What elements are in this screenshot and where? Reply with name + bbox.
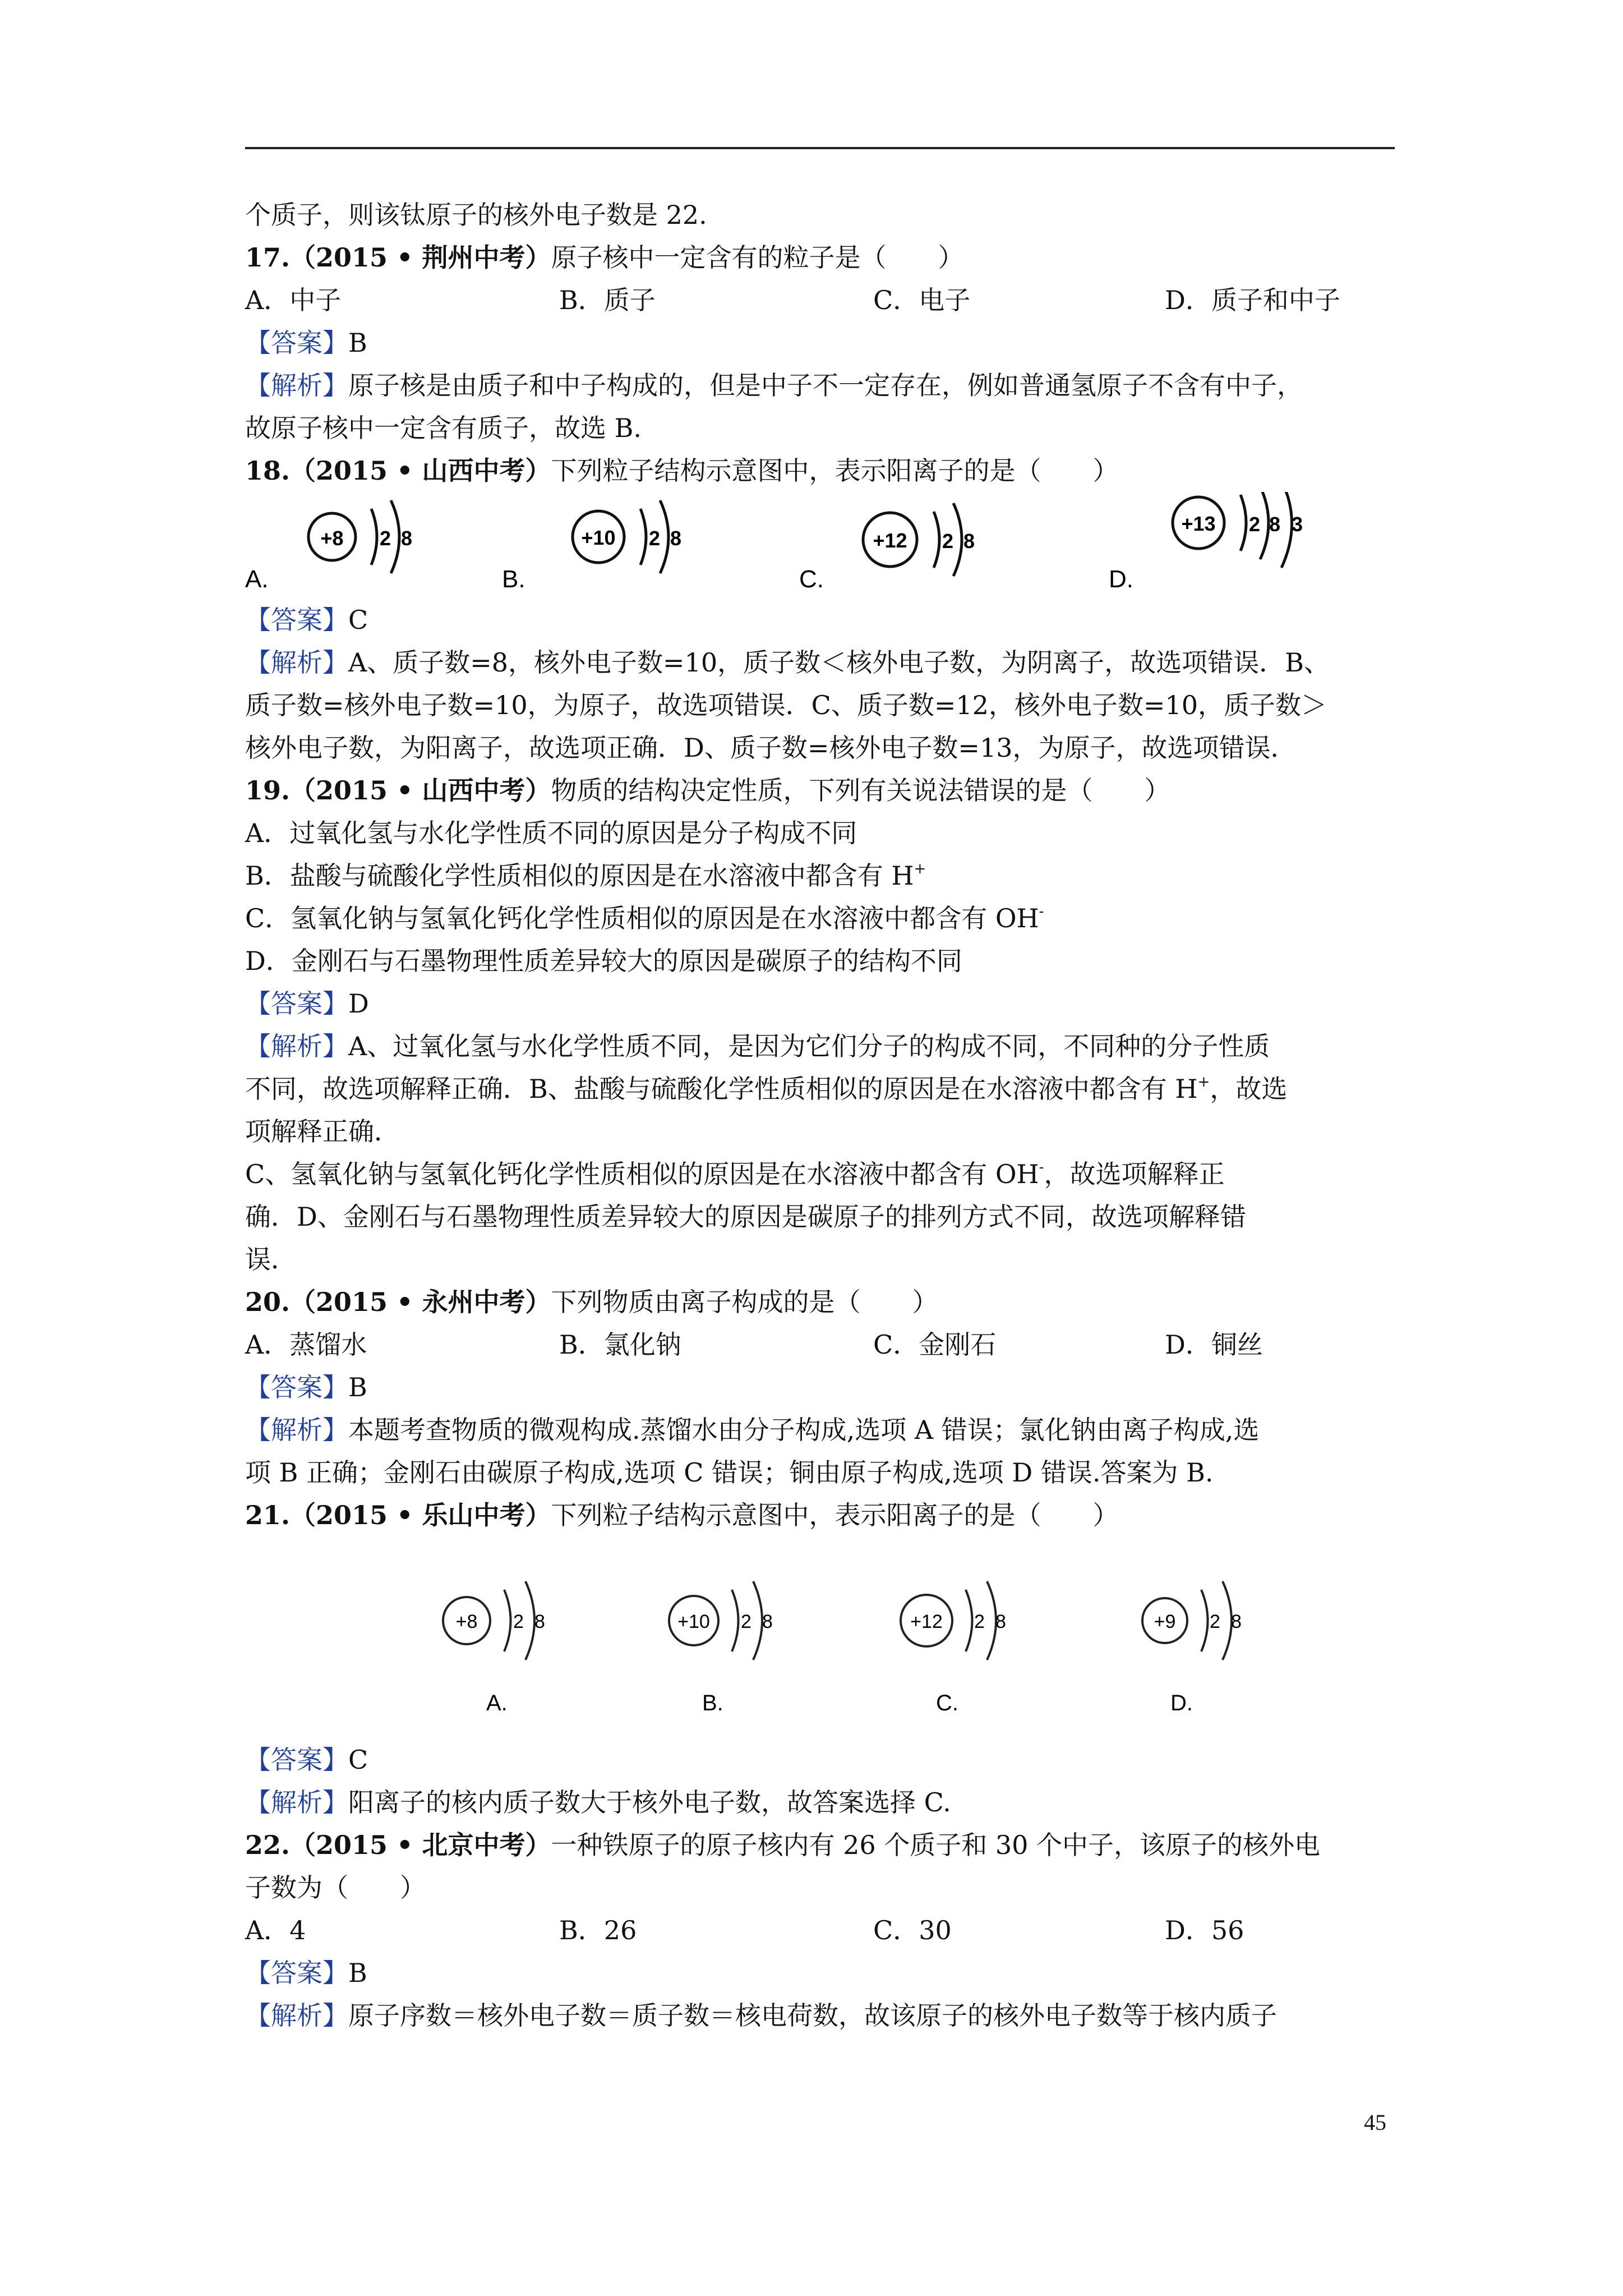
diagram-label: D. [1109,565,1133,593]
analysis-text: 故原子核中一定含有质子，故选 B. [245,413,642,443]
answer-label: 【答案】 [245,1745,348,1775]
shell-electrons: 8 [670,527,682,550]
question-18 [245,449,1400,492]
text-line: 个质子，则该钛原子的核外电子数是 22. [245,200,707,230]
diagram-label: C. [799,565,824,593]
analysis-text: A、过氧化氢与水化学性质不同，是因为它们分子的构成不同，不同种的分子性质 [348,1031,1270,1061]
answer-label: 【答案】 [245,988,348,1019]
analysis-label: 【解析】 [245,1415,348,1445]
analysis-19 [245,1025,1400,1068]
option-a: A．4 [245,1915,306,1945]
question-number: 17. [245,242,291,273]
analysis-text-part: C、氢氧化钠与氢氧化钙化学性质相似的原因是在水溶液中都含有 OH [245,1159,1039,1189]
options-20 [245,1323,1400,1366]
atom-diagrams-21 [245,1536,1400,1738]
question-source: （2015 • 荆州中考） [290,242,551,273]
electron-shell [753,1581,762,1660]
option-c: C．金刚石 [873,1329,997,1360]
nucleus-charge: +13 [1181,512,1216,535]
nucleus-charge: +10 [581,526,616,549]
analysis-text: 项解释正确． [245,1116,400,1147]
electron-shell [1241,495,1246,551]
analysis-label: 【解析】 [245,647,348,678]
diagram-label: A. [486,1691,508,1715]
analysis-20 [245,1409,1400,1451]
electron-shell [525,1581,534,1660]
shell-electrons: 2 [513,1611,524,1632]
superscript: - [1039,903,1044,920]
shell-electrons: 8 [762,1611,773,1632]
atom-diagram-c [901,1581,1006,1715]
option-d: D．金刚石与石墨物理性质差异较大的原因是碳原子的结构不同 [245,946,962,976]
option-a: A．过氧化氢与水化学性质不同的原因是分子构成不同 [245,818,857,848]
option-d: D．56 [1165,1915,1244,1945]
diagram-label: C. [936,1691,958,1715]
analysis-text: A、质子数=8，核外电子数=10，质子数＜核外电子数，为阴离子，故选项错误．B、 [348,647,1330,678]
nucleus-charge: +8 [455,1611,478,1632]
analysis-text: 本题考查物质的微观构成.蒸馏水由分子构成,选项 A 错误；氯化钠由离子构成,选 [348,1415,1260,1445]
shell-electrons: 8 [963,530,975,553]
atom-diagrams-svg-18 [245,492,1400,599]
analysis-text [245,1153,1400,1195]
question-number: 20. [245,1287,291,1317]
option-b [245,854,1400,897]
question-19 [245,769,1400,812]
nucleus-charge: +8 [320,527,344,550]
shell-electrons: 3 [1292,513,1303,536]
answer-20 [245,1366,1400,1409]
electron-shell [1223,1581,1232,1660]
analysis-label: 【解析】 [245,2000,348,2031]
electron-shell [1260,492,1269,559]
shell-electrons: 2 [1210,1611,1220,1632]
shell-electrons: 8 [534,1611,545,1632]
answer-label: 【答案】 [245,1372,348,1402]
answer-18 [245,599,1400,641]
analysis-text-part: ，故选项解释正 [1044,1159,1225,1189]
atom-diagram-d [1142,1581,1242,1715]
shell-electrons: 2 [942,530,954,553]
answer-value: B [348,1958,367,1988]
options-17 [245,279,1400,321]
question-number: 21. [245,1500,291,1530]
answer-21 [245,1738,1400,1781]
atom-diagrams-svg-21 [245,1536,1400,1738]
atom-diagrams-18 [245,492,1400,599]
diagram-label: B. [702,1691,723,1715]
electron-shell [660,500,668,573]
question-source: （2015 • 山西中考） [290,775,551,806]
analysis-text: 原子序数＝核外电子数＝质子数＝核电荷数，故该原子的核外电子数等于核内质子 [348,2000,1277,2031]
option-a: A．蒸馏水 [245,1329,367,1360]
electron-shell [953,503,962,576]
header-rule [245,147,1395,149]
analysis-text: 质子数=核外电子数=10，为原子，故选项错误．C、质子数=12，核外电子数=10，质子数＞ [245,690,1327,720]
analysis-text: 原子核是由质子和中子构成的，但是中子不一定存在，例如普通氢原子不含有中子， [348,370,1303,401]
analysis-18 [245,641,1400,684]
analysis-text: 阳离子的核内质子数大于核外电子数，故答案选择 C. [348,1787,951,1818]
question-source: （2015 • 山西中考） [290,455,551,486]
option-text: C．氢氧化钠与氢氧化钙化学性质相似的原因是在水溶液中都含有 OH [245,903,1039,933]
electron-shell [966,1590,972,1651]
analysis-text: 误． [245,1244,297,1274]
electron-shell [732,1590,739,1651]
electron-shell [391,500,399,573]
option-a: A．中子 [245,285,342,315]
superscript: + [914,861,926,877]
nucleus-charge: +12 [873,529,907,552]
atom-diagram-a [443,1581,545,1715]
question-21 [245,1494,1400,1536]
answer-label: 【答案】 [245,605,348,635]
answer-19 [245,982,1400,1025]
option-c: C．电子 [873,285,971,315]
analysis-text [245,1068,1400,1110]
answer-17 [245,321,1400,364]
shell-electrons: 8 [1231,1611,1242,1632]
analysis-text: 确．D、金刚石与石墨物理性质差异较大的原因是碳原子的排列方式不同，故选项解释错 [245,1202,1246,1232]
electron-shell [934,512,939,568]
question-text: 原子核中一定含有的粒子是（ ） [551,242,964,273]
nucleus-charge: +12 [910,1611,943,1632]
diagram-label: A. [245,565,269,593]
question-text: 子数为（ ） [245,1872,426,1903]
shell-electrons: 2 [1249,513,1261,536]
analysis-text: 核外电子数，为阳离子，故选项正确．D、质子数=核外电子数=13，为原子，故选项错误． [245,733,1297,763]
analysis-text-part: ，故选 [1210,1074,1288,1104]
atom-diagram-b [669,1581,773,1715]
question-source: （2015 • 乐山中考） [290,1500,551,1530]
answer-value: B [348,328,367,358]
option-b: B．26 [559,1915,637,1945]
question-number: 18. [245,455,291,486]
question-number: 22. [245,1830,291,1860]
question-source: （2015 • 永州中考） [290,1287,551,1317]
shell-electrons: 8 [401,527,413,550]
question-text: 下列物质由离子构成的是（ ） [551,1287,938,1317]
question-text: 下列粒子结构示意图中，表示阳离子的是（ ） [551,455,1119,486]
analysis-22 [245,1994,1400,2037]
electron-shell [371,509,377,565]
diagram-label: D. [1170,1691,1193,1715]
shell-electrons: 2 [974,1611,985,1632]
electron-shell [987,1581,996,1660]
atom-diagram-b [502,500,681,593]
document-body [245,194,1400,2037]
analysis-text-part: 不同，故选项解释正确．B、盐酸与硫酸化学性质相似的原因是在水溶液中都含有 H [245,1074,1198,1104]
diagram-label: B. [502,565,525,593]
electron-shell [640,509,646,565]
answer-22 [245,1952,1400,1994]
nucleus-charge: +10 [677,1611,710,1632]
question-text: 下列粒子结构示意图中，表示阳离子的是（ ） [551,1500,1119,1530]
atom-diagram-c [799,503,975,593]
option-c [245,897,1400,940]
question-text: 一种铁原子的原子核内有 26 个质子和 30 个中子，该原子的核外电 [551,1830,1321,1860]
answer-label: 【答案】 [245,1958,348,1988]
option-d: D．质子和中子 [1165,285,1340,315]
option-d: D．铜丝 [1165,1329,1263,1360]
question-number: 19. [245,775,291,806]
answer-value: D [348,988,369,1019]
electron-shell [1201,1590,1208,1651]
superscript: + [1197,1074,1210,1091]
page-number: 45 [1364,2110,1386,2135]
superscript: - [1039,1159,1044,1176]
options-22 [245,1909,1400,1952]
nucleus-charge: +9 [1154,1611,1176,1632]
shell-electrons: 2 [741,1611,751,1632]
question-20 [245,1281,1400,1323]
analysis-label: 【解析】 [245,1787,348,1818]
answer-value: C [348,1745,368,1775]
shell-electrons: 8 [995,1611,1006,1632]
electron-shell [504,1590,511,1651]
option-b: B．质子 [559,285,656,315]
answer-value: C [348,605,368,635]
answer-label: 【答案】 [245,328,348,358]
option-c: C．30 [873,1915,952,1945]
question-22 [245,1824,1400,1866]
analysis-17 [245,364,1400,407]
electron-shell [1281,492,1292,568]
option-b: B．氯化钠 [559,1329,681,1360]
question-text: 物质的结构决定性质，下列有关说法错误的是（ ） [551,775,1170,806]
shell-electrons: 2 [380,527,391,550]
analysis-text: 项 B 正确；金刚石由碳原子构成,选项 C 错误；铜由原子构成,选项 D 错误.答案为 B. [245,1457,1214,1488]
analysis-21 [245,1781,1400,1824]
shell-electrons: 8 [1269,513,1281,536]
question-17 [245,236,1400,279]
analysis-label: 【解析】 [245,1031,348,1061]
analysis-label: 【解析】 [245,370,348,401]
shell-electrons: 2 [649,527,661,550]
answer-value: B [348,1372,367,1402]
question-source: （2015 • 北京中考） [290,1830,551,1860]
atom-diagram-a [245,500,412,593]
atom-diagram-d [1109,492,1303,593]
option-text: B．盐酸与硫酸化学性质相似的原因是在水溶液中都含有 H [245,861,914,891]
